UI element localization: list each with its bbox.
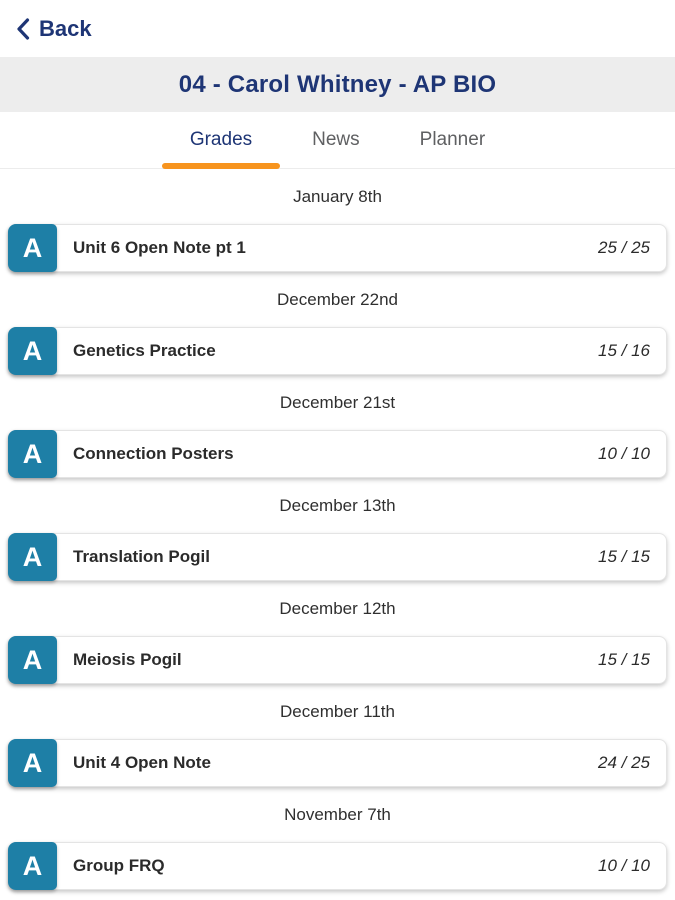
date-header: December 22nd: [277, 289, 398, 309]
assignment-score: 15 / 16: [598, 341, 650, 360]
assignment-card[interactable]: [8, 430, 667, 478]
assignment-name: Unit 4 Open Note: [73, 753, 211, 772]
date-header: December 13th: [279, 495, 396, 515]
assignment-score: 24 / 25: [598, 753, 650, 772]
tab-news[interactable]: [282, 112, 390, 168]
assignment-name: Translation Pogil: [73, 547, 210, 566]
grade-badge: A: [8, 327, 57, 375]
assignment-score: 25 / 25: [598, 238, 650, 257]
assignment-score: 10 / 10: [598, 856, 650, 875]
course-title: 04 - Carol Whitney - AP BIO: [178, 70, 497, 98]
date-header: December 12th: [279, 598, 396, 618]
assignment-name: Meiosis Pogil: [73, 650, 182, 669]
grade-badge: A: [8, 739, 57, 787]
assignment-card[interactable]: [8, 327, 667, 375]
grade-badge: A: [8, 636, 57, 684]
tab-grades-label: Grades: [189, 129, 253, 150]
tab-planner[interactable]: [390, 112, 516, 168]
tab-news-label: News: [312, 129, 360, 150]
nav-bar: [0, 0, 675, 57]
back-button[interactable]: [14, 12, 94, 46]
assignment-score: 10 / 10: [598, 444, 650, 463]
assignment-card[interactable]: [8, 842, 667, 890]
course-header: [0, 57, 675, 112]
date-header: December 11th: [280, 701, 395, 721]
assignment-name: Genetics Practice: [73, 341, 216, 360]
assignment-score: 15 / 15: [598, 547, 650, 566]
grade-badge: A: [8, 430, 57, 478]
assignment-score: 15 / 15: [598, 650, 650, 669]
tab-bar: [0, 112, 675, 169]
back-label: Back: [39, 15, 92, 41]
assignment-card[interactable]: [8, 739, 667, 787]
tab-grades[interactable]: [160, 112, 282, 168]
grade-badge: A: [8, 842, 57, 890]
tab-planner-label: Planner: [419, 129, 486, 150]
grade-badge: A: [8, 533, 57, 581]
assignment-name: Group FRQ: [73, 856, 165, 875]
date-header: November 7th: [284, 804, 391, 824]
assignment-card[interactable]: [8, 533, 667, 581]
grade-badge: A: [8, 224, 57, 272]
assignment-card[interactable]: [8, 224, 667, 272]
back-chevron-icon: [16, 18, 30, 40]
date-header: December 21st: [279, 392, 396, 412]
assignment-name: Unit 6 Open Note pt 1: [73, 238, 246, 257]
assignment-card[interactable]: [8, 636, 667, 684]
assignment-name: Connection Posters: [73, 444, 234, 463]
grades-list: [0, 169, 675, 890]
date-header: January 8th: [293, 186, 382, 206]
